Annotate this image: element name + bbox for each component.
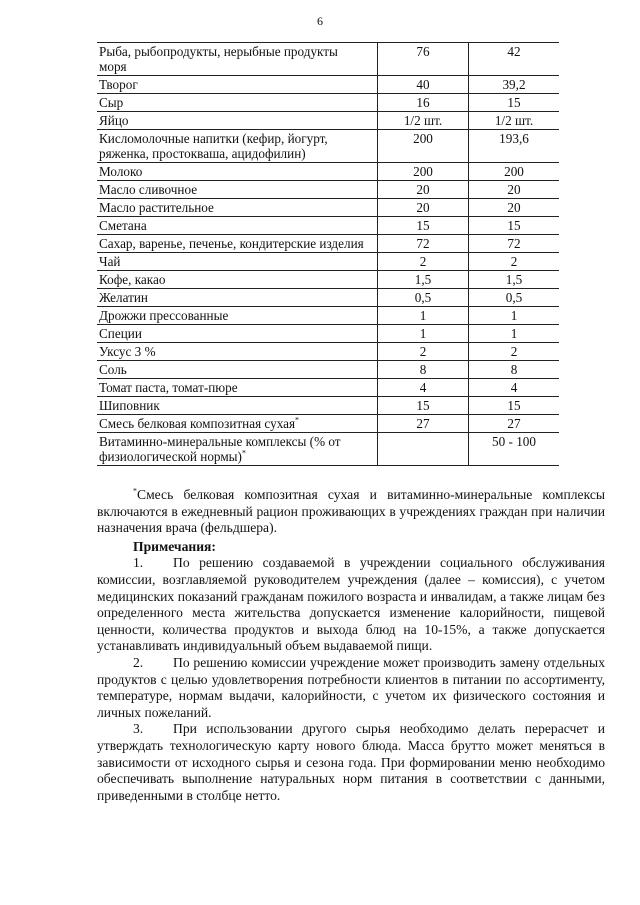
product-name-cell: Сахар, варенье, печенье, кондитерские изделия [97, 235, 378, 253]
net-value-cell: 0,5 [469, 289, 560, 307]
gross-value-cell: 2 [378, 253, 469, 271]
table-row [97, 289, 559, 307]
table-row [97, 94, 559, 112]
net-value-cell: 27 [469, 415, 560, 433]
note-number: 2. [133, 654, 144, 670]
product-name-cell: Томат паста, томат-пюре [97, 379, 378, 397]
table-row [97, 325, 559, 343]
gross-value-cell: 1/2 шт. [378, 112, 469, 130]
product-name-cell: Чай [97, 253, 378, 271]
gross-value-cell: 8 [378, 361, 469, 379]
gross-value-cell: 27 [378, 415, 469, 433]
table-row [97, 217, 559, 235]
net-value-cell: 200 [469, 163, 560, 181]
product-name-cell: Смесь белковая композитная сухая* [97, 415, 378, 433]
net-value-cell: 20 [469, 181, 560, 199]
gross-value-cell: 2 [378, 343, 469, 361]
net-value-cell: 8 [469, 361, 560, 379]
net-value-cell: 2 [469, 343, 560, 361]
table-row [97, 361, 559, 379]
net-value-cell: 42 [469, 43, 560, 76]
gross-value-cell: 72 [378, 235, 469, 253]
table-row [97, 235, 559, 253]
gross-value-cell: 1 [378, 325, 469, 343]
product-name-cell: Кисломолочные напитки (кефир, йогурт, ряженка, простокваша, ацидофилин) [97, 130, 378, 163]
table-row [97, 433, 559, 466]
page-number: 6 [317, 14, 323, 28]
footnote [97, 487, 605, 537]
gross-value-cell: 20 [378, 199, 469, 217]
footnote-mark: * [295, 415, 300, 425]
note-number: 1. [133, 555, 144, 571]
table-row [97, 76, 559, 94]
net-value-cell: 39,2 [469, 76, 560, 94]
gross-value-cell: 4 [378, 379, 469, 397]
gross-value-cell: 1,5 [378, 271, 469, 289]
product-name-cell: Рыба, рыбопродукты, нерыбные продукты моря [97, 43, 378, 76]
product-name-cell: Желатин [97, 289, 378, 307]
table-row [97, 379, 559, 397]
net-value-cell: 20 [469, 199, 560, 217]
gross-value-cell: 15 [378, 397, 469, 415]
note-item [97, 721, 605, 804]
gross-value-cell: 16 [378, 94, 469, 112]
product-name-cell: Масло сливочное [97, 181, 378, 199]
product-name-cell: Дрожжи прессованные [97, 307, 378, 325]
table-row [97, 307, 559, 325]
table-row [97, 271, 559, 289]
product-name-cell: Уксус 3 % [97, 343, 378, 361]
product-name-cell: Сыр [97, 94, 378, 112]
gross-value-cell: 1 [378, 307, 469, 325]
net-value-cell: 15 [469, 217, 560, 235]
gross-value-cell: 20 [378, 181, 469, 199]
gross-value-cell: 40 [378, 76, 469, 94]
product-name-cell: Масло растительное [97, 199, 378, 217]
table-row [97, 112, 559, 130]
net-value-cell: 2 [469, 253, 560, 271]
product-name-cell: Творог [97, 76, 378, 94]
product-name-cell: Молоко [97, 163, 378, 181]
table-row [97, 415, 559, 433]
product-name-cell: Соль [97, 361, 378, 379]
table-row [97, 130, 559, 163]
note-number: 3. [133, 721, 144, 737]
net-value-cell: 15 [469, 397, 560, 415]
gross-value-cell: 15 [378, 217, 469, 235]
table-row [97, 397, 559, 415]
footnote-mark: * [133, 486, 137, 496]
footnote-text: Смесь белковая композитная сухая и витаминно-минеральные комплексы включаются в ежедневный рацион проживающих в учреждениях граждан при наличии назначения врача (фельдшера). [97, 487, 605, 536]
product-name-cell: Сметана [97, 217, 378, 235]
notes-heading: Примечания: [133, 538, 216, 554]
net-value-cell: 1 [469, 325, 560, 343]
table-row [97, 199, 559, 217]
net-value-cell: 15 [469, 94, 560, 112]
product-name-cell: Шиповник [97, 397, 378, 415]
table-row [97, 343, 559, 361]
note-text: По решению комиссии учреждение может производить замену отдельных продуктов с целью удовлетворения потребности клиентов в питании по ассортименту, температуре, нормам выдачи, калорийности, с учетом их физического состояния и личных пожеланий. [97, 654, 605, 720]
net-value-cell: 72 [469, 235, 560, 253]
gross-value-cell: 0,5 [378, 289, 469, 307]
net-value-cell: 193,6 [469, 130, 560, 163]
net-value-cell: 4 [469, 379, 560, 397]
note-text: При использовании другого сырья необходимо делать перерасчет и утверждать технологическую карту нового блюда. Масса брутто может меняться в зависимости от исходного сырья и сезона года. При формировании меню необходимо обеспечивать выполнение натуральных норм питания в соответствии с данными, приведенными в столбце нетто. [97, 721, 605, 803]
table-row [97, 43, 559, 76]
gross-value-cell: 200 [378, 130, 469, 163]
note-item [97, 555, 605, 655]
table-body [97, 43, 559, 466]
product-name-cell: Яйцо [97, 112, 378, 130]
net-value-cell: 1,5 [469, 271, 560, 289]
footnote-mark: * [241, 448, 246, 458]
note-text: По решению создаваемой в учреждении социального обслуживания комиссии, возглавляемой руководителем учреждения (далее – комиссия), с учетом медицинских показаний гражданам пожилого возраста и инвалидам, а также лицам без определенного места жительства допускается изменение калорийности, пищевой ценности, количества продуктов и выхода блюд на 10-15%, а также допускается устанавливать индивидуальный объем выдаваемой пищи. [97, 555, 605, 654]
gross-value-cell [378, 433, 469, 466]
net-value-cell: 1 [469, 307, 560, 325]
product-name-cell: Кофе, какао [97, 271, 378, 289]
gross-value-cell: 76 [378, 43, 469, 76]
food-norms-table [97, 42, 559, 466]
product-name-cell: Специи [97, 325, 378, 343]
table-row [97, 253, 559, 271]
net-value-cell: 50 - 100 [469, 433, 560, 466]
table-row [97, 163, 559, 181]
product-name-cell: Витаминно-минеральные комплексы (% от физиологической нормы)* [97, 433, 378, 466]
note-item [97, 655, 605, 721]
gross-value-cell: 200 [378, 163, 469, 181]
net-value-cell: 1/2 шт. [469, 112, 560, 130]
table-row [97, 181, 559, 199]
text-block [97, 487, 605, 804]
